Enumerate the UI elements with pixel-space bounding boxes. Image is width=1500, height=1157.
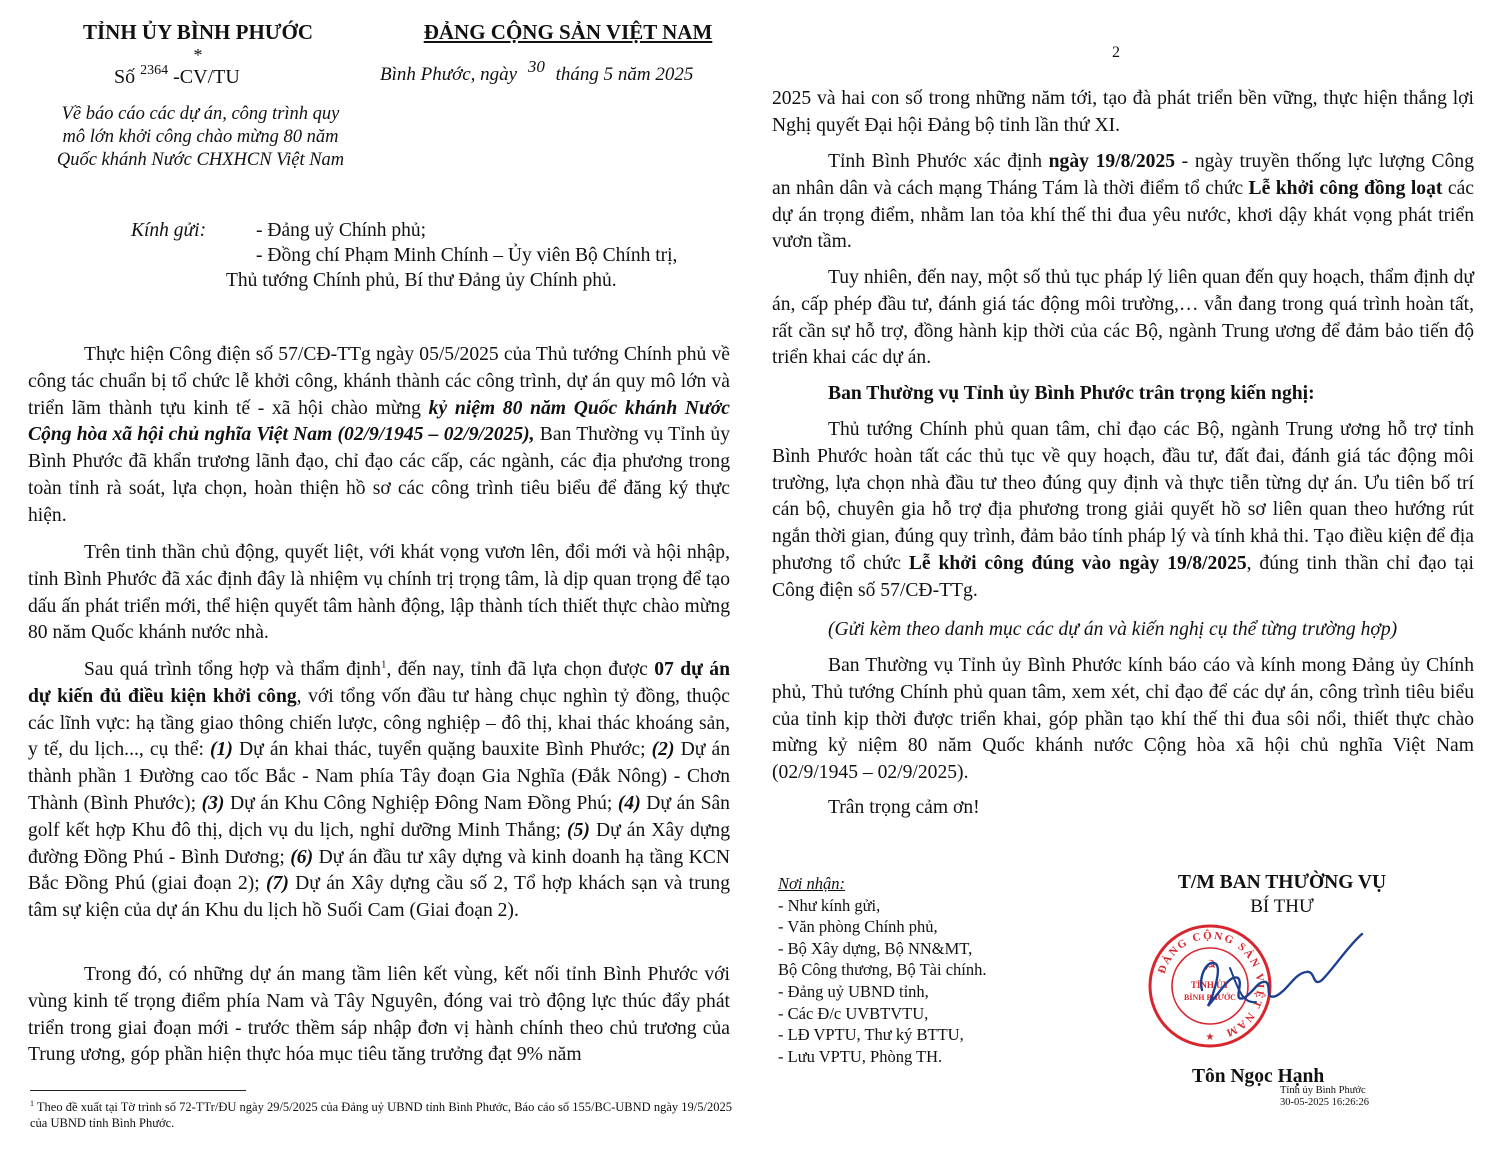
item-text: Dự án Sân golf kết hợp Khu đô thị, dịch vụ du lịch, nghỉ dưỡng Minh Thắng;: [28, 792, 730, 841]
item-text: Dự án Xây dựng đường Đồng Phú - Bình Dương;: [28, 819, 731, 868]
footnote-number: 1: [30, 1098, 34, 1108]
emphasis-ceremony-date: Lễ khởi công đúng vào ngày 19/8/2025: [908, 552, 1247, 574]
doc-no-value: 2364: [140, 63, 169, 78]
text-run: , đến nay, tỉnh đã lựa chọn được: [386, 659, 655, 680]
emphasis-anniversary: kỷ niệm 80 năm Quốc khánh Nước Cộng hòa xã hội chủ nghĩa Việt Nam (02/9/1945 – 02/9/2025),: [28, 397, 730, 446]
text-run: - ngày truyền thống lực lượng Công an nhân dân và cách mạng Tháng Tám là thời điểm tổ chức: [772, 151, 1474, 199]
recipients-block: [226, 218, 677, 293]
paragraph-r1: 2025 và hai con số trong những năm tới, tạo đà phát triển bền vững, thực hiện thắng lợi Nghị quyết Đại hội Đảng bộ tỉnh lần thứ XI.: [772, 88, 1474, 136]
subject-line: Về báo cáo các dự án, công trình quy: [61, 104, 340, 124]
recipients-list: [778, 873, 987, 1067]
closing-thanks: Trân trọng cảm ơn!: [828, 797, 980, 818]
item-number: (7): [266, 873, 289, 895]
digital-sig-org: Tỉnh ủy Bình Phước: [1280, 1085, 1366, 1096]
signature-role: BÍ THƯ: [1250, 896, 1314, 917]
page-number: 2: [1112, 44, 1120, 61]
emphasis-date: ngày 19/8/2025: [1048, 151, 1176, 172]
document-number: [114, 63, 240, 89]
footnote-text: Theo đề xuất tại Tờ trình số 72-TTr/ĐU ngày 29/5/2025 của Đảng uỷ UBND tỉnh Bình Phước, Báo cáo số 155/BC-UBND ngày 19/5/2025 của UBND tỉnh Bình Phước.: [30, 1100, 732, 1130]
recipient-item: - Các Đ/c UVBTVTU,: [778, 1003, 929, 1023]
item-number: (5): [567, 819, 590, 841]
item-number: (3): [201, 792, 225, 814]
digital-sig-time: 30-05-2025 16:26:26: [1280, 1097, 1369, 1108]
paragraph-1: [28, 342, 730, 530]
item-number: (2): [651, 739, 675, 761]
text-run: Ban Thường vụ Tỉnh ủy Bình Phước đã khẩn trương lãnh đạo, chỉ đạo các cấp, các ngành, các địa phương trong toàn tỉnh rà soát, lựa chọn, hoàn thiện hồ sơ các công trình tiêu biểu để đăng ký thực hiện.: [28, 424, 730, 526]
item-number: (4): [617, 792, 641, 814]
subject-line: Quốc khánh Nước CHXHCN Việt Nam: [56, 150, 345, 170]
svg-text:ĐẢNG CỘNG SẢN VIỆT NAM: ĐẢNG CỘNG SẢN VIỆT NAM: [1155, 929, 1267, 1040]
recipient-line: Thủ tướng Chính phủ, Bí thư Đảng ủy Chính phủ.: [226, 270, 617, 291]
paragraph-r5: [772, 417, 1474, 605]
kinh-gui-label: Kính gửi:: [131, 220, 207, 241]
svg-text:TỈNH ỦY: TỈNH ỦY: [1190, 980, 1230, 990]
proposal-heading: Ban Thường vụ Tỉnh ủy Bình Phước trân trọng kiến nghị:: [828, 383, 1315, 404]
paragraph-4: Trong đó, có những dự án mang tầm liên kết vùng, kết nối tỉnh Bình Phước với vùng kinh tế trọng điểm phía Nam và Tây Nguyên, đóng vai trò động lực thúc đẩy phát triển trong giai đoạn mới - trước thềm sáp nhập đơn vị hành chính theo chủ trương của Trung ương, góp phần hiện thực hóa mục tiêu tăng trưởng đạt 9% năm: [28, 964, 730, 1066]
text-run: Tỉnh Bình Phước xác định: [828, 151, 1049, 172]
recipient-item: - Văn phòng Chính phủ,: [778, 917, 938, 937]
place-date-suffix: tháng 5 năm 2025: [555, 64, 694, 85]
text-run: các dự án trọng điểm, nhằm lan tỏa khí thế thi đua yêu nước, khơi dậy khát vọng phát triển vươn tầm.: [772, 177, 1474, 253]
text-run: Sau quá trình tổng hợp và thẩm định: [84, 659, 381, 680]
recipient-item: Bộ Công thương, Bộ Tài chính.: [778, 960, 987, 980]
text-run: , với tổng vốn đầu tư hàng chục nghìn tỷ đồng, thuộc các lĩnh vực: hạ tầng giao thông chiến lược, công nghiệp – đô thị, khai thác khoáng sản, y tế, du lịch..., cụ thể:: [28, 685, 731, 761]
recipient-line: - Đồng chí Phạm Minh Chính – Ủy viên Bộ Chính trị,: [256, 245, 678, 266]
emphasis-ceremony: Lễ khởi công đồng loạt: [1248, 177, 1443, 199]
place-date-prefix: Bình Phước, ngày: [380, 64, 518, 85]
item-text: Dự án khai thác, tuyển quặng bauxite Bình Phước;: [232, 739, 652, 761]
text-run: , đúng tinh thần chỉ đạo tại Công điện số 57/CĐ-TTg.: [772, 552, 1474, 601]
doc-no-suffix: -CV/TU: [173, 66, 240, 88]
recipient-line: - Đảng uỷ Chính phủ;: [256, 220, 427, 241]
paragraph-2: Trên tinh thần chủ động, quyết liệt, với khát vọng vươn lên, đổi mới và hội nhập, tỉnh Bình Phước đã xác định đây là nhiệm vụ chính trị trọng tâm, là dịp quan trọng để tạo dấu ấn phát triển mới, thể hiện quyết tâm hành động, lập thành tích thiết thực chào mừng 80 năm Quốc khánh nước nhà.: [28, 542, 730, 644]
item-text: Dự án Xây dựng cầu số 2, Tổ hợp khách sạn và trung tâm sự kiện của dự án Khu du lịch hồ Suối Cam (Giai đoạn 2).: [28, 873, 730, 922]
date-day: 30: [527, 57, 545, 76]
item-text: Dự án đầu tư xây dựng và kinh doanh hạ tầng KCN Bắc Đồng Phú (giai đoạn 2);: [28, 846, 731, 895]
item-number: (1): [210, 739, 233, 761]
recipient-item: - Bộ Xây dựng, Bộ NN&MT,: [778, 938, 973, 958]
noi-nhan-label: Nơi nhận:: [778, 874, 846, 893]
page-2: [772, 0, 1474, 1157]
svg-text:★: ★: [1205, 1032, 1215, 1043]
footnote-ref: 1: [380, 658, 387, 671]
svg-text:BÌNH PHƯỚC: BÌNH PHƯỚC: [1184, 993, 1236, 1002]
signer-name: Tôn Ngọc Hạnh: [1192, 1066, 1325, 1087]
item-text: Dự án Khu Công Nghiệp Đông Nam Đồng Phú;: [224, 792, 618, 814]
recipient-item: - Như kính gửi,: [778, 895, 881, 915]
text-run: Thực hiện Công điện số 57/CĐ-TTg ngày 05/5/2025 của Thủ tướng Chính phủ về công tác chuẩn bị tổ chức lễ khởi công, khánh thành các công trình, dự án quy mô lớn và triển lãm thành tựu kinh tế - xã hội chào mừng: [28, 344, 730, 419]
item-number: (6): [290, 846, 314, 868]
paragraph-r3: Tuy nhiên, đến nay, một số thủ tục pháp lý liên quan đến quy hoạch, thẩm định dự án, cấp phép đầu tư, đánh giá tác động môi trường,… vẫn đang trong quá trình hoàn tất, rất cần sự hỗ trợ, đồng hành kịp thời của các Bộ, ngành Trung ương để đảm bảo tiến độ triển khai các dự án.: [772, 267, 1474, 369]
emphasis-projects: 07 dự án dự kiến đủ điều kiện khởi công: [28, 659, 730, 707]
item-text: Dự án thành phần 1 Đường cao tốc Bắc - Nam phía Tây đoạn Gia Nghĩa (Đắk Nông) - Chơn Thành (Bình Phước);: [28, 739, 731, 814]
page-1: [28, 0, 734, 1157]
recipient-item: - LĐ VPTU, Thư ký BTTU,: [778, 1025, 964, 1045]
svg-text:☭: ☭: [1203, 957, 1217, 973]
recipient-item: - Đảng uỷ UBND tỉnh,: [778, 981, 929, 1001]
document-subject: [28, 103, 373, 172]
paragraph-r2: [772, 149, 1474, 256]
paragraph-3: [28, 657, 730, 925]
footnote: [30, 1099, 732, 1131]
recipient-item: - Lưu VPTU, Phòng TH.: [778, 1046, 943, 1066]
issuing-org: TỈNH ỦY BÌNH PHƯỚC: [82, 20, 314, 44]
handwritten-signature: [1172, 928, 1372, 1028]
doc-no-prefix: Số: [114, 66, 136, 88]
paragraph-r7: Ban Thường vụ Tỉnh ủy Bình Phước kính báo cáo và kính mong Đảng ủy Chính phủ, Thủ tướng Chính phủ quan tâm, xem xét, chỉ đạo để các dự án, công trình tiêu biểu của tỉnh kịp thời được triển khai, góp phần tạo khí thế thi đua sôi nổi, thiết thực chào mừng kỷ niệm 80 năm Quốc khánh nước Cộng hòa xã hội chủ nghĩa Việt Nam (02/9/1945 – 02/9/2025).: [772, 655, 1474, 784]
subject-line: mô lớn khởi công chào mừng 80 năm: [62, 127, 339, 147]
footnote-divider: [30, 1090, 246, 1091]
text-run: Thủ tướng Chính phủ quan tâm, chỉ đạo các Bộ, ngành Trung ương hỗ trợ tỉnh Bình Phước hoàn tất các thủ tục về quy hoạch, đầu tư, đất đai, đánh giá tác động môi trường, lựa chọn nhà đầu tư theo đúng quy định và thực tiễn từng dự án. Ưu tiên bố trí cán bộ, chuyên gia hỗ trợ địa phương trong giải quyết hồ sơ liên quan theo hướng rút ngắn thời gian, đúng quy trình, đảm bảo tính pháp lý và tính khả thi. Tạo điều kiện để địa phương tổ chức: [772, 419, 1474, 574]
org-star: *: [193, 45, 203, 65]
national-party-header: ĐẢNG CỘNG SẢN VIỆT NAM: [423, 20, 713, 44]
place-date: [380, 57, 694, 86]
attachment-note: (Gửi kèm theo danh mục các dự án và kiến nghị cụ thể từng trường hợp): [828, 619, 1398, 640]
digital-signature-stamp: [1280, 1085, 1369, 1109]
signature-title: T/M BAN THƯỜNG VỤ: [1177, 872, 1387, 893]
